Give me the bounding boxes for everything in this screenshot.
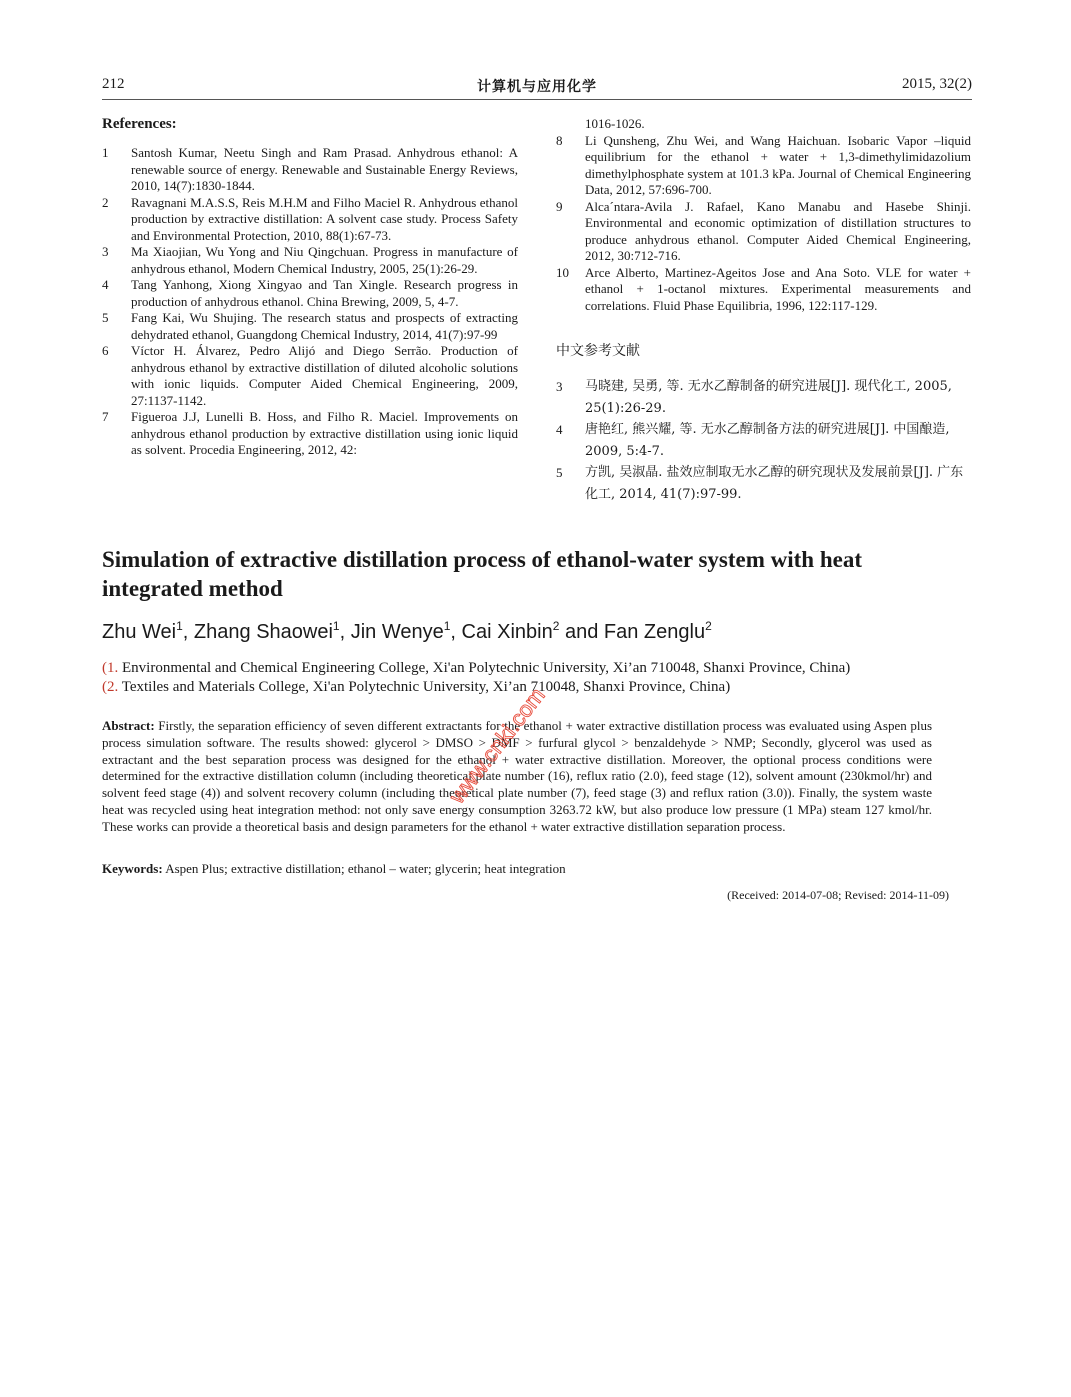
running-header xyxy=(102,76,972,100)
abstract-label: Abstract: xyxy=(102,718,155,733)
author-affiliation-mark: 2 xyxy=(552,619,560,633)
references-right-column xyxy=(556,116,971,505)
affiliation-1: (1. Environmental and Chemical Engineering College, Xi'an Polytechnic University, Xi’an 710048, Shanxi Province, China) xyxy=(102,660,851,676)
journal-issue: 2015, 32(2) xyxy=(902,76,972,92)
reference-item xyxy=(556,133,971,199)
author-list xyxy=(102,621,712,644)
abstract-text: Firstly, the separation efficiency of seven different extractants for the ethanol + water extractive distillation process was evaluated using Aspen plus process simulation software. The results showed: glycerol > DMSO > DMF > furfural glycol > benzaldehyde > NMP; Secondly, glycerol was used as extractant and the best separation process was designed for the ethanol + water extractive distillation. Moreover, the optional process conditions were determined for the extractive distillation column (including theoretical plate number (16), reflux ratio (2.0), feed stage (12), solvent amount (230kmol/hr) and solvent feed stage (4)) and solvent recovery column (including theoretical plate number (7), feed stage (3) and reflux ration (3.0)). Finally, the system waste heat was recycled using heat integration method: not only save energy consumption 3263.72 kW, but also produce low pressure (1 MPa) steam 127 kmol/hr. These works can provide a theoretical basis and design parameters for the ethanol + water extractive distillation separation process. xyxy=(102,718,933,834)
author-separator: and xyxy=(559,621,604,643)
reference-text: Figueroa J.J, Lunelli B. Hoss, and Filho R. Maciel. Improvements on anhydrous ethanol production by extractive distillation using ionic liquid as solvent. Procedia Engineering, 2012, 42: xyxy=(131,409,518,457)
keywords-text: Aspen Plus; extractive distillation; ethanol – water; glycerin; heat integration xyxy=(165,861,566,876)
author-affiliation-mark: 1 xyxy=(443,619,451,633)
reference-text: Santosh Kumar, Neetu Singh and Ram Prasad. Anhydrous ethanol: A renewable source of energy. Renewable and Sustainable Energy Reviews, 2010, 14(7):1830-1844. xyxy=(131,145,518,193)
references-heading: References: xyxy=(102,116,177,132)
reference-item xyxy=(556,462,971,505)
author-affiliation-mark: 1 xyxy=(176,619,183,633)
reference-text: Tang Yanhong, Xiong Xingyao and Tan Xingle. Research progress in production of anhydrous ethanol. China Brewing, 2009, 5, 4-7. xyxy=(131,277,518,309)
watermark-text: www.cnki.com xyxy=(444,682,550,809)
reference-number: 9 xyxy=(556,198,563,214)
reference-text: Li Qunsheng, Zhu Wei, and Wang Haichuan. Isobaric Vapor –liquid equilibrium for the ethanol + water + 1,3-dimethylimidazolium dimethylphosphate system at 101.3 kPa. Journal of Chemical Engineering Data, 2012, 57:696-700. xyxy=(585,132,971,197)
keywords xyxy=(102,861,566,877)
reference-text: 方凯, 吴淑晶. 盐效应制取无水乙醇的研究现状及发展前景[J]. 广东化工, 2014, 41(7):97-99. xyxy=(585,465,964,502)
author-affiliation-mark: 2 xyxy=(705,619,712,633)
reference-item xyxy=(556,265,971,315)
reference-item xyxy=(556,419,971,462)
reference-text: Fang Kai, Wu Shujing. The research status and prospects of extracting dehydrated ethanol, Guangdong Chemical Industry, 2014, 41(7):97-99 xyxy=(131,310,518,342)
reference-continuation: 1016-1026. xyxy=(585,116,645,131)
reference-number: 5 xyxy=(556,465,563,480)
reference-number: 3 xyxy=(102,244,109,259)
reference-item xyxy=(102,409,518,459)
reference-text: Ma Xiaojian, Wu Yong and Niu Qingchuan. Progress in manufacture of anhydrous ethanol, Modern Chemical Industry, 2005, 25(1):26-29. xyxy=(131,244,518,276)
reference-text: Alca´ntara-Avila J. Rafael, Kano Manabu and Hasebe Shinji. Environmental and economic optimization of distillation structures to produce anhydrous ethanol. Computer Aided Chemical Engineering, 2012, 30:712-716. xyxy=(585,198,971,263)
reference-list-right xyxy=(556,133,971,315)
author-separator: , xyxy=(182,621,194,643)
reference-item xyxy=(556,199,971,265)
author-name: Cai Xinbin xyxy=(461,621,553,643)
reference-text: Arce Alberto, Martinez-Ageitos Jose and Ana Soto. VLE for water + ethanol + 1-octanol mixtures. Experimental measurements and correlations. Fluid Phase Equilibria, 1996, 122:117-129. xyxy=(585,264,971,313)
keywords-label: Keywords: xyxy=(102,861,163,876)
journal-name: 计算机与应用化学 xyxy=(477,79,597,95)
chinese-references-heading: 中文参考文献 xyxy=(556,343,640,359)
received-date: (Received: 2014-07-08; Revised: 2014-11-09) xyxy=(727,888,949,902)
reference-item xyxy=(556,376,971,419)
author-separator: , xyxy=(339,621,351,643)
reference-list-left xyxy=(102,145,518,459)
author-name: Zhu Wei xyxy=(102,621,177,643)
article-title: Simulation of extractive distillation process of ethanol-water system with heat integrated method xyxy=(102,547,862,601)
author-separator: , xyxy=(450,621,462,643)
reference-item xyxy=(102,145,518,195)
reference-number: 1 xyxy=(102,145,109,160)
affiliation-2: (2. Textiles and Materials College, Xi'an Polytechnic University, Xi’an 710048, Shanxi Province, China) xyxy=(102,679,731,695)
reference-number: 2 xyxy=(102,194,109,210)
reference-text: 马晓建, 吴勇, 等. 无水乙醇制备的研究进展[J]. 现代化工, 2005, 25(1):26-29. xyxy=(585,379,952,416)
reference-number: 3 xyxy=(556,379,563,394)
reference-text: Víctor H. Álvarez, Pedro Alijó and Diego Serrão. Production of anhydrous ethanol by extractive distillation of diluted alcoholic solutions with ionic liquids. Computer Aided Chemical Engineering, 2009, 27:1137-1142. xyxy=(131,343,518,408)
reference-number: 4 xyxy=(556,422,563,437)
reference-text: Ravagnani M.A.S.S, Reis M.H.M and Filho Maciel R. Anhydrous ethanol production by extractive distillation: A solvent case study. Process Safety and Environmental Protection, 2010, 88(1):67-73. xyxy=(131,194,518,243)
author-affiliation-mark: 1 xyxy=(332,619,340,633)
reference-number: 6 xyxy=(102,343,109,358)
references-left-column xyxy=(102,116,518,459)
author-name: Jin Wenye xyxy=(350,621,444,643)
reference-item xyxy=(102,277,518,310)
reference-number: 8 xyxy=(556,132,563,148)
reference-item xyxy=(102,195,518,245)
reference-number: 7 xyxy=(102,409,109,424)
author-name: Zhang Shaowei xyxy=(193,621,333,643)
reference-item xyxy=(102,310,518,343)
reference-item xyxy=(102,244,518,277)
reference-item xyxy=(102,343,518,409)
reference-number: 5 xyxy=(102,310,109,325)
reference-text: 唐艳红, 熊兴耀, 等. 无水乙醇制备方法的研究进展[J]. 中国酿造, 2009, 5:4-7. xyxy=(585,422,950,459)
page-number: 212 xyxy=(102,76,125,92)
abstract xyxy=(102,718,932,836)
chinese-reference-list xyxy=(556,376,971,505)
author-name: Fan Zenglu xyxy=(603,621,706,643)
reference-number: 4 xyxy=(102,277,109,292)
reference-number: 10 xyxy=(556,264,569,280)
